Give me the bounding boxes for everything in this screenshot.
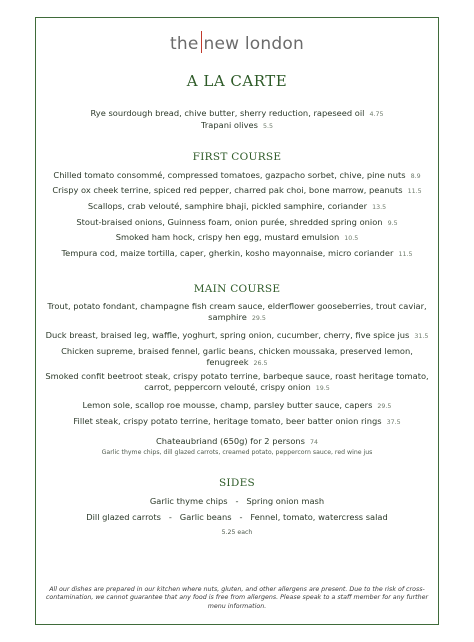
item-text: Fillet steak, crispy potato terrine, heritage tomato, beer batter onion rings: [73, 416, 382, 426]
first-course-item: [40, 170, 434, 182]
item-text: Lemon sole, scallop roe mousse, champ, parsley butter sauce, capers: [82, 400, 373, 410]
item-price: 19.5: [315, 385, 330, 392]
item-price: 4.75: [369, 111, 384, 118]
first-course-item: [40, 232, 434, 244]
item-text: samphire: [208, 312, 247, 322]
item-price: 31.5: [414, 333, 429, 340]
item-price: 10.5: [344, 235, 359, 242]
item-text: Scallops, crab velouté, samphire bhaji, pickled samphire, coriander: [87, 201, 368, 211]
main-course-item-cont: [40, 382, 434, 394]
logo-divider: [201, 31, 202, 53]
allergen-disclaimer: All our dishes are prepared in our kitchen where nuts, gluten, and other allergens are present. Due to the risk of cross-contamination, we cannot guarantee that any food is free from allergens. Please speak to a staff member for any further menu information.: [45, 586, 429, 610]
first-course-item: [40, 248, 434, 260]
logo-part-new-london: new london: [203, 34, 304, 54]
item-price: 74: [310, 439, 319, 446]
logo-part-the: the: [170, 34, 199, 54]
sides-heading: SIDES: [218, 477, 256, 489]
item-price: 11.5: [398, 251, 413, 258]
sides-line-2: Dill glazed carrots - Garlic beans - Fennel, tomato, watercress salad: [86, 512, 388, 522]
item-text: Rye sourdough bread, chive butter, sherry reduction, rapeseed oil: [90, 108, 365, 118]
main-course-item-cont: [40, 357, 434, 369]
main-course-item: [40, 371, 434, 382]
item-text: Stout-braised onions, Guinness foam, onion purée, shredded spring onion: [76, 217, 383, 227]
main-course-item: [40, 346, 434, 357]
item-text: Smoked confit beetroot steak, crispy potato terrine, barbeque sauce, roast heritage tomato,: [45, 371, 429, 381]
first-course-item: [40, 201, 434, 213]
sides-price-note: 5.25 each: [221, 529, 253, 536]
item-text: Chicken supreme, braised fennel, garlic beans, chicken moussaka, preserved lemon,: [61, 346, 413, 356]
item-text: carrot, peppercorn velouté, crispy onion: [144, 382, 311, 392]
item-text: Tempura cod, maize tortilla, caper, gherkin, kosho mayonnaise, micro coriander: [61, 248, 394, 258]
sides-line-1: Garlic thyme chips - Spring onion mash: [149, 496, 325, 506]
first-course-item: [40, 185, 434, 197]
menu-title: A LA CARTE: [186, 72, 288, 90]
item-text: Trapani olives: [201, 120, 258, 130]
item-price: 9.5: [387, 220, 398, 227]
item-price: 29.5: [251, 315, 266, 322]
item-text: Chilled tomato consommé, compressed tomatoes, gazpacho sorbet, chive, pine nuts: [53, 170, 406, 180]
item-text: Duck breast, braised leg, waffle, yoghurt, spring onion, cucumber, cherry, five spice jus: [45, 330, 410, 340]
item-text: fenugreek: [206, 357, 249, 367]
item-price: 29.5: [377, 403, 392, 410]
item-price: 8.9: [410, 173, 421, 180]
item-text: Trout, potato fondant, champagne fish cream sauce, elderflower gooseberries, trout caviar,: [47, 301, 427, 311]
item-price: 11.5: [407, 188, 422, 195]
main-course-item: [40, 330, 434, 342]
main-course-item: [40, 416, 434, 428]
item-price: 26.5: [253, 360, 268, 367]
main-course-item: [40, 400, 434, 412]
first-course-item: [40, 217, 434, 229]
item-price: 13.5: [372, 204, 387, 211]
main-course-item: [40, 301, 434, 312]
item-text: Smoked ham hock, crispy hen egg, mustard emulsion: [115, 232, 340, 242]
item-text: Crispy ox cheek terrine, spiced red pepper, charred pak choi, bone marrow, peanuts: [52, 185, 403, 195]
main-course-heading: MAIN COURSE: [193, 283, 281, 295]
menu-item-olives: [40, 120, 434, 132]
main-course-item-cont: [40, 312, 434, 324]
menu-item-bread: [40, 108, 434, 120]
item-price: 5.5: [262, 123, 273, 130]
item-price: 37.5: [386, 419, 401, 426]
chateaubriand-note: Garlic thyme chips, dill glazed carrots, creamed potato, peppercorn sauce, red wine jus: [101, 449, 373, 456]
first-course-heading: FIRST COURSE: [192, 151, 282, 163]
item-text: Chateaubriand (650g) for 2 persons: [155, 436, 305, 446]
restaurant-logo: [0, 31, 474, 54]
